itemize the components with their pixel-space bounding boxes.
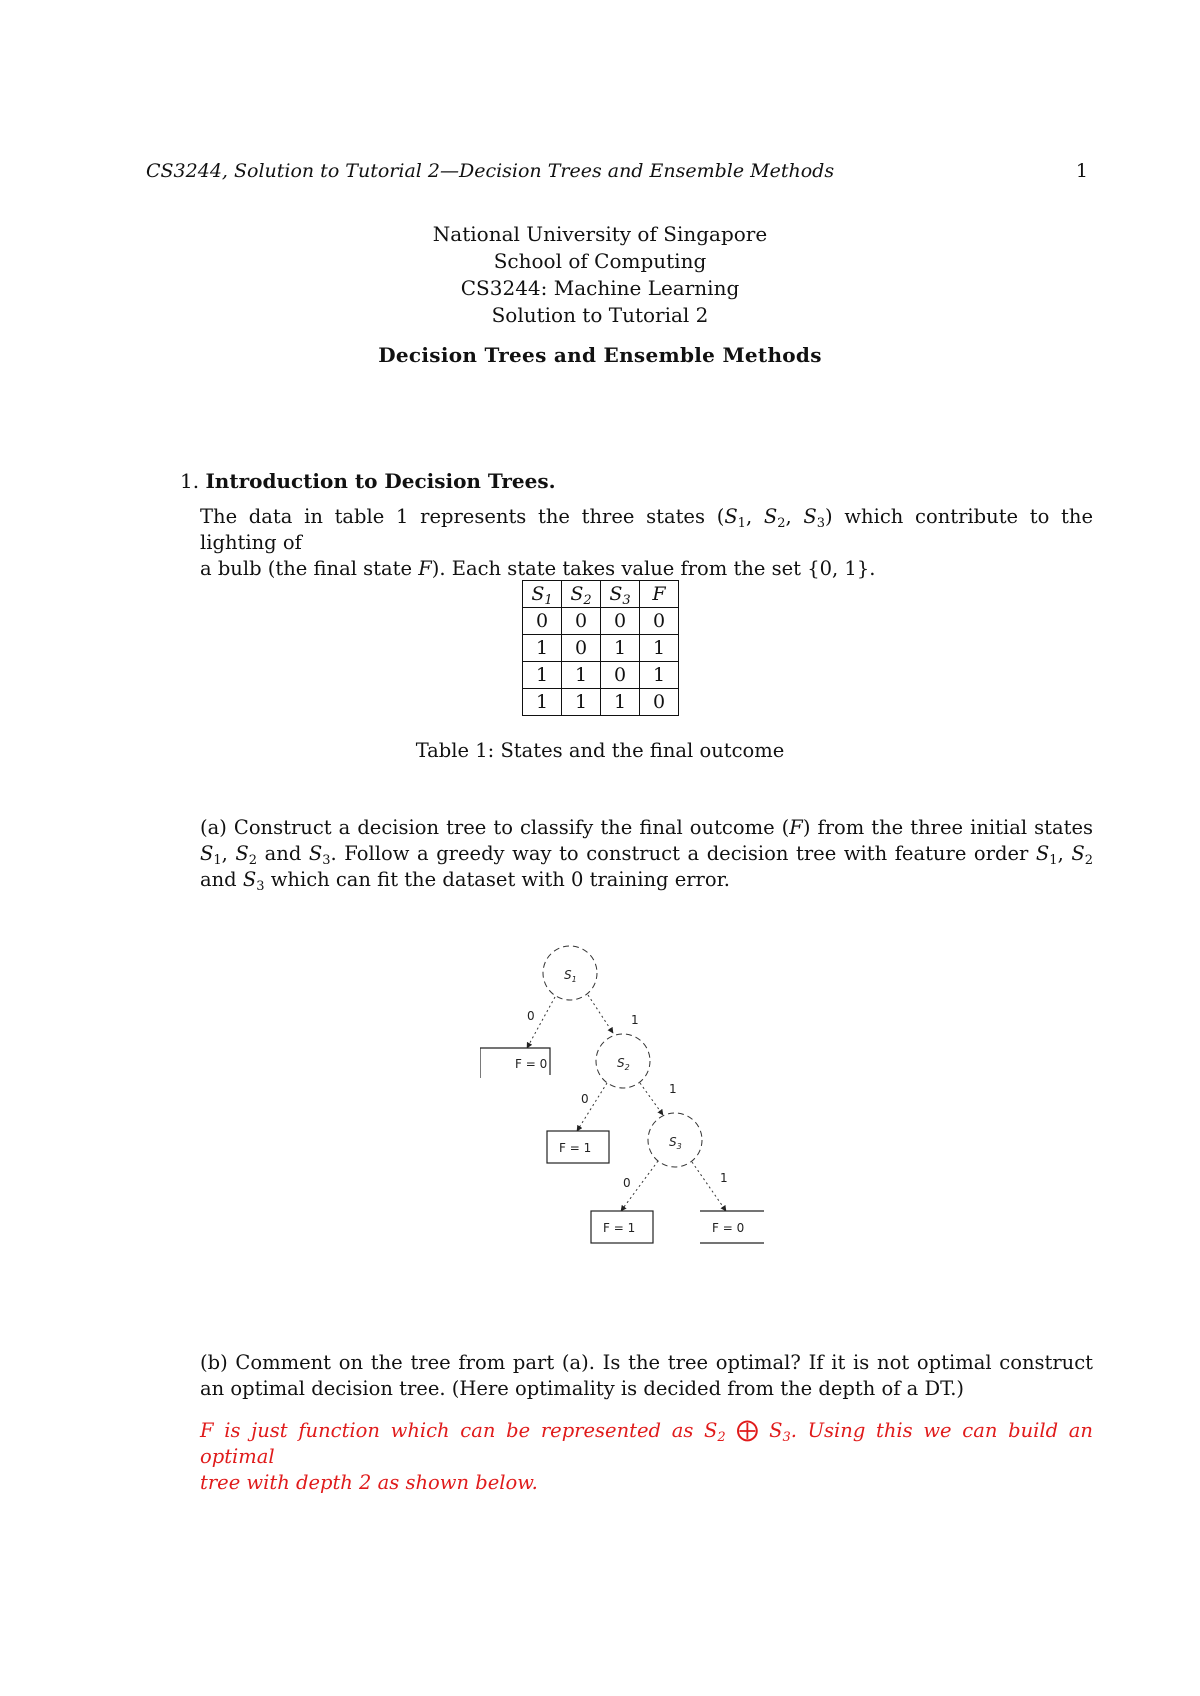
intro-text: a bulb (the final state xyxy=(200,557,419,580)
answer-text: F is just function which can be represented as xyxy=(200,1419,705,1442)
intro-text: The data in table 1 represents the three states ( xyxy=(200,505,725,528)
part-a-text: Construct a decision tree to classify the final outcome ( xyxy=(226,816,790,839)
xor-symbol: ⨁ xyxy=(736,1418,759,1443)
decision-tree-diagram xyxy=(480,935,780,1275)
running-header xyxy=(146,160,1088,182)
tree-edge-label: 0 xyxy=(623,1176,631,1190)
tree-edge xyxy=(577,1083,607,1131)
table-cell: 1 xyxy=(601,689,640,716)
part-b-label: (b) xyxy=(200,1351,228,1374)
table-row xyxy=(523,608,679,635)
header-s1: $S_1$ xyxy=(523,581,562,608)
part-a-text: and xyxy=(257,842,309,865)
tree-leaf-label: F = 0 xyxy=(712,1221,745,1235)
intro-text: ) which contribute to the lighting of xyxy=(200,505,1093,554)
tree-node-label: $S_1$ xyxy=(564,968,577,984)
answer-b-paragraph: F is just function which can be represented as $S_2$ ⨁ $S_3$. Using this we can build an optimal tree with depth 2 as shown below. xyxy=(200,1418,1093,1494)
part-a-text: ) from the three initial states xyxy=(802,816,1093,839)
tree-leaf-label: F = 1 xyxy=(559,1141,592,1155)
table-cell: 1 xyxy=(523,689,562,716)
answer-text: . Using this we can build an optimal xyxy=(200,1419,1093,1468)
table-row xyxy=(523,662,679,689)
table-cell: 1 xyxy=(601,635,640,662)
intro-text: ). Each state takes value from the set {0, 1}. xyxy=(431,557,876,580)
running-title: CS3244, Solution to Tutorial 2—Decision Trees and Ensemble Methods xyxy=(146,160,835,182)
table-cell: 1 xyxy=(640,635,679,662)
question-title: Introduction to Decision Trees. xyxy=(205,469,556,493)
table-header-row xyxy=(523,581,679,608)
table-caption: Table 1: States and the final outcome xyxy=(415,739,785,762)
table-cell: 0 xyxy=(640,608,679,635)
table-cell: 1 xyxy=(523,662,562,689)
tree-leaf-label: F = 0 xyxy=(515,1057,548,1071)
university: National University of Singapore xyxy=(432,222,768,246)
table-cell: 1 xyxy=(562,689,601,716)
school: School of Computing xyxy=(493,249,707,273)
tree-edge xyxy=(588,995,613,1033)
part-a-text: . Follow a greedy way to construct a decision tree with feature order xyxy=(330,842,1036,865)
header-s2: $S_2$ xyxy=(562,581,601,608)
tree-leaf-label: F = 1 xyxy=(603,1221,636,1235)
doc-subtitle: Solution to Tutorial 2 xyxy=(491,303,709,327)
page-title: Decision Trees and Ensemble Methods xyxy=(378,343,822,367)
question-number: 1. xyxy=(180,469,200,493)
table-cell: 0 xyxy=(562,608,601,635)
table-cell: 0 xyxy=(601,608,640,635)
table-row xyxy=(523,635,679,662)
tree-edge-label: 1 xyxy=(631,1013,639,1027)
tree-edge xyxy=(692,1162,726,1211)
intro-paragraph: The data in table 1 represents the three states ($S_1$, $S_2$, $S_3$) which contribute to the lighting of a bulb (the final state F). Each state takes value from the set {0, 1}. xyxy=(200,505,1093,580)
table-cell: 0 xyxy=(523,608,562,635)
part-a-text: which can fit the dataset with 0 training error. xyxy=(264,868,730,891)
tree-node-label: $S_2$ xyxy=(617,1056,630,1072)
table-row xyxy=(523,689,679,716)
tree-edge-label: 0 xyxy=(581,1092,589,1106)
part-a-paragraph: (a) Construct a decision tree to classify the final outcome (F) from the three initial states $S_1$, $S_2$ and $S_3$. Follow a greedy way to construct a decision tree with feature order $S_1$, $S_2$ and $S_3$ which can fit the dataset with 0 training error. xyxy=(200,816,1093,894)
part-b-paragraph xyxy=(200,1350,1093,1402)
part-a-text: and xyxy=(200,868,237,891)
tree-edge-label: 1 xyxy=(720,1171,728,1185)
table-cell: 1 xyxy=(640,662,679,689)
table-cell: 1 xyxy=(562,662,601,689)
states-table xyxy=(522,580,679,716)
table-cell: 1 xyxy=(523,635,562,662)
course: CS3244: Machine Learning xyxy=(460,276,740,300)
answer-text: tree with depth 2 as shown below. xyxy=(200,1471,538,1494)
tree-edge-label: 0 xyxy=(527,1009,535,1023)
question-heading xyxy=(180,469,556,493)
table-cell: 0 xyxy=(640,689,679,716)
tree-edge xyxy=(640,1083,663,1115)
table-cell: 0 xyxy=(562,635,601,662)
tree-edge-label: 1 xyxy=(669,1082,677,1096)
part-b-text: Comment on the tree from part (a). Is the tree optimal? If it is not optimal construct an optimal decision tree. (Here optimality is decided from the depth of a DT.) xyxy=(200,1351,1093,1400)
page-number: 1 xyxy=(1075,160,1088,182)
header-s3: $S_3$ xyxy=(601,581,640,608)
table-cell: 0 xyxy=(601,662,640,689)
part-a-label: (a) xyxy=(200,816,227,839)
header-f: F xyxy=(640,581,679,608)
tree-node-label: $S_3$ xyxy=(669,1135,682,1151)
